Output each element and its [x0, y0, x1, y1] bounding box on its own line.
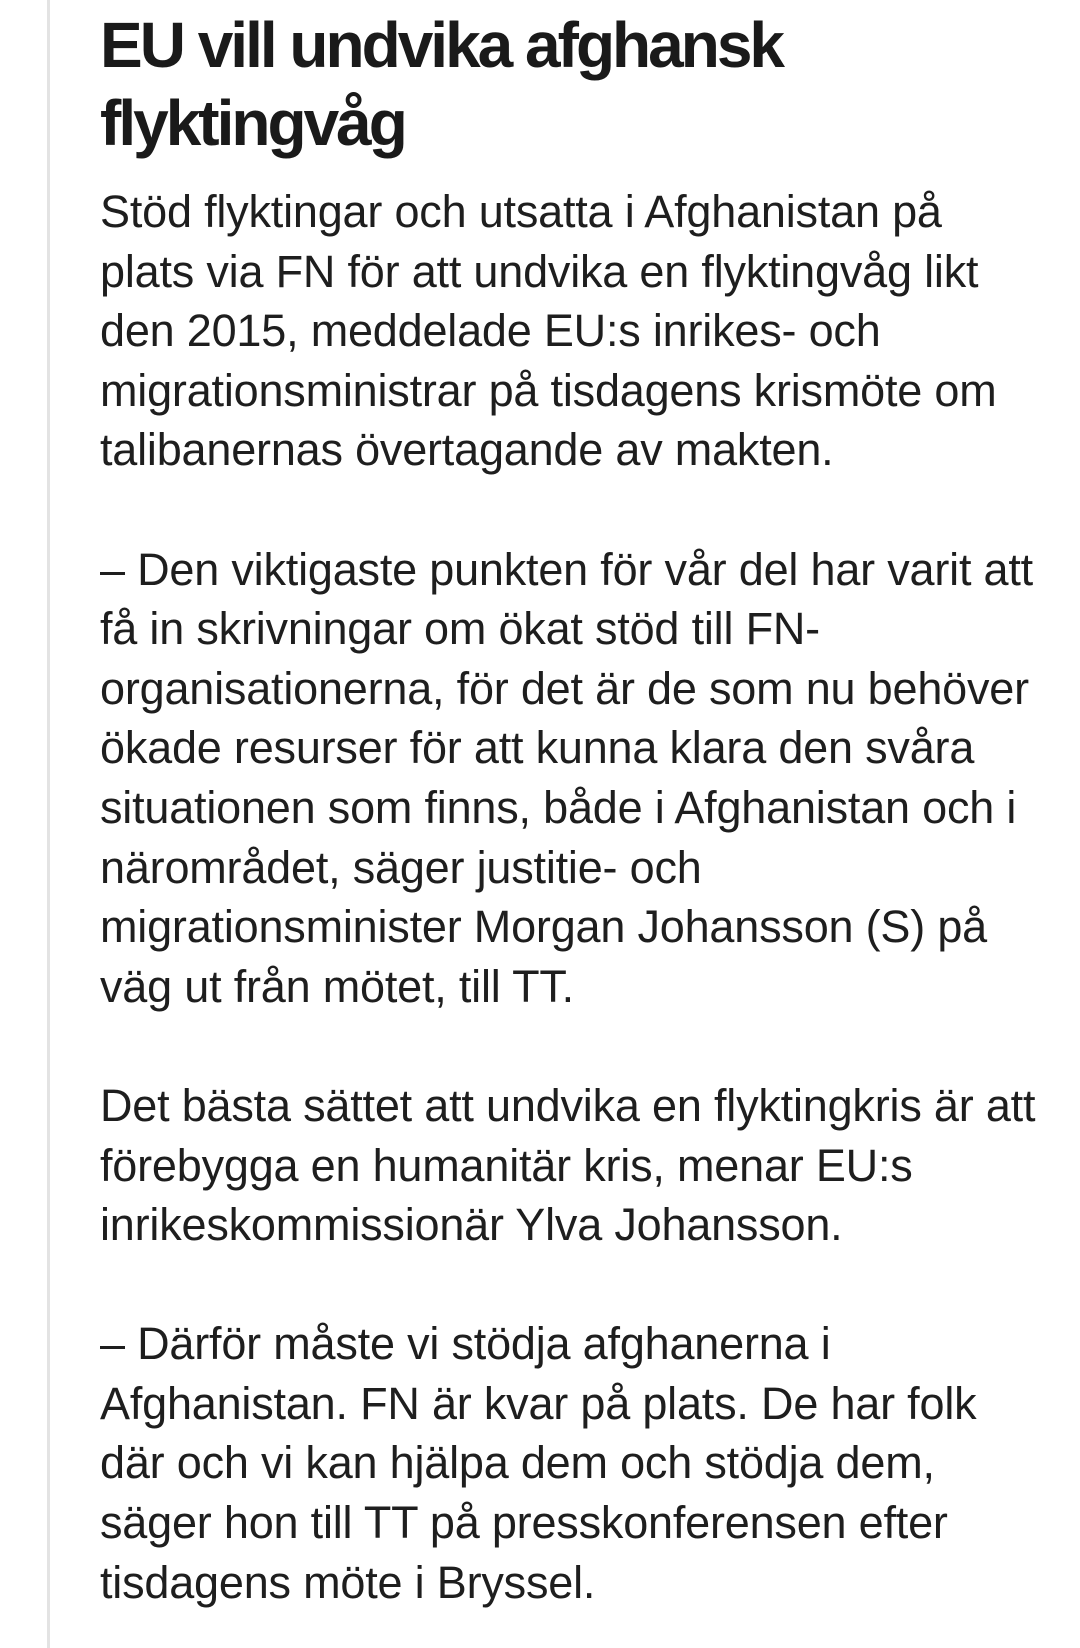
- article-paragraph-lead: Stöd flyktingar och utsatta i Afghanistan på plats via FN för att undvika en flyktingvåg likt den 2015, meddelade EU:s inrikes- och migrationsministrar på tisdagens krismöte om talibanernas övertagande av makten.: [100, 186, 997, 476]
- article-paragraph-quote-morgan-johansson: – Den viktigaste punkten för vår del har varit att få in skrivningar om ökat stöd till FN-organisationerna, för det är de som nu behöver ökade resurser för att kunna klara den svåra situationen som finns, både i Afghanistan och i närområdet, säger justitie- och migrationsminister Morgan Johansson (S) på väg ut från mötet, till TT.: [100, 543, 1033, 1012]
- article-paragraph-ylva-johansson: Det bästa sättet att undvika en flyktingkris är att förebygga en humanitär kris, menar EU:s inrikeskommissionär Ylva Johansson.: [100, 1079, 1036, 1251]
- left-divider-rule: [47, 0, 50, 1648]
- article-headline: EU vill undvika afghansk flyktingvåg: [100, 9, 782, 159]
- article-body: [100, 182, 1040, 1612]
- news-article: [100, 6, 1040, 1612]
- article-paragraph-quote-ylva-johansson: – Därför måste vi stödja afghanerna i Afghanistan. FN är kvar på plats. De har folk där och vi kan hjälpa dem och stödja dem, säger hon till TT på presskonferensen efter tisdagens möte i Bryssel.: [100, 1318, 977, 1608]
